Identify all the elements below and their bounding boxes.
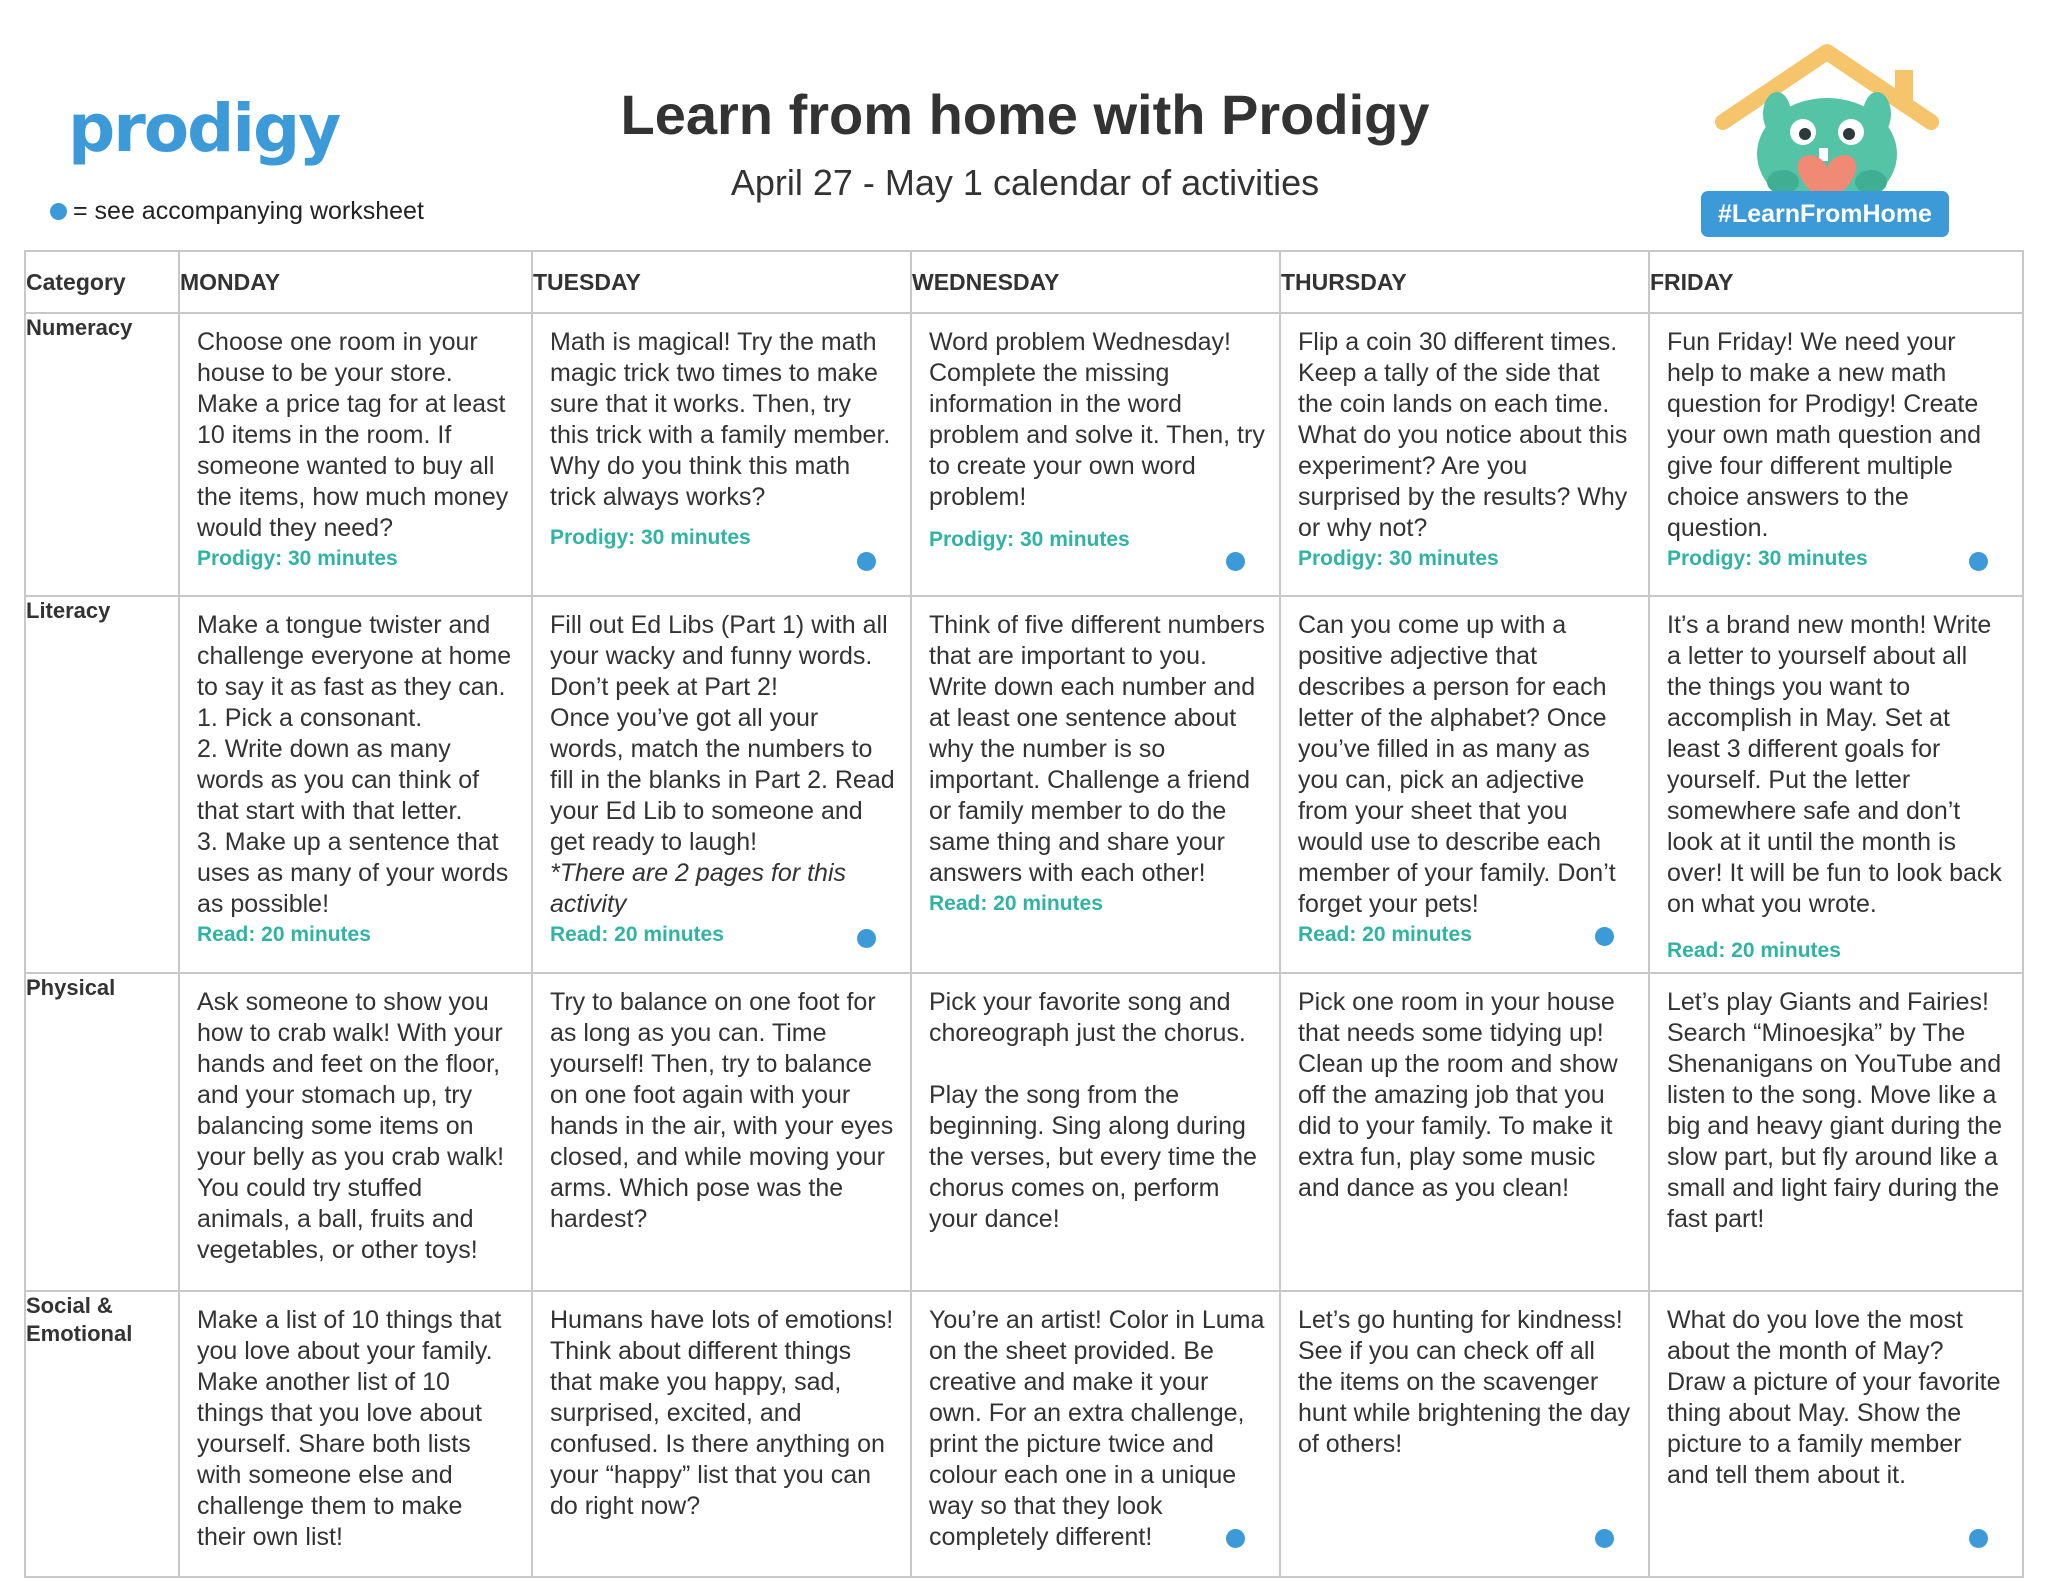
activity-text: Humans have lots of emotions! Think about different things that make you happy, sad, surprised, excited, and confused. Is there anything on your “happy” list that you can do right now? (550, 1306, 894, 1520)
row-numeracy (25, 313, 2023, 596)
activity-cell (532, 1291, 911, 1577)
activity-cell (532, 973, 911, 1291)
activity-cell (911, 973, 1280, 1291)
worksheet-dot-icon (857, 929, 876, 948)
activity-text: Let’s go hunting for kindness! See if you can check off all the items on the scavenger hunt while brightening the day of others! (1298, 1306, 1631, 1458)
activity-text: Pick your favorite song and choreograph just the chorus. Play the song from the beginning. Sing along during the verses, but every time the chorus comes on, perform your dance! (929, 988, 1257, 1233)
category-label: Physical (25, 973, 179, 1291)
row-physical (25, 973, 2023, 1291)
activity-text: Ask someone to show you how to crab walk! With your hands and feet on the floor, and your stomach up, try balancing some items on your belly as you crab walk! You could try stuffed animals, a ball, fruits and vegetables, or other toys! (197, 988, 505, 1264)
house-mascot-icon (1715, 44, 1955, 214)
category-header: Category (25, 251, 179, 313)
activity-text: Fun Friday! We need your help to make a new math question for Prodigy! Create your own math question and give four different multiple choice answers to the question. (1667, 328, 1982, 542)
activity-cell (911, 596, 1280, 973)
category-label: Social & Emotional (25, 1291, 179, 1577)
activity-text: Think of five different numbers that are important to you. Write down each number and at least one sentence about why the number is so important. Challenge a friend or family member to do the same thing and share your answers with each other! (929, 611, 1265, 887)
worksheet-dot-icon (1969, 552, 1988, 571)
activity-cell (179, 313, 532, 596)
activity-cell (1649, 313, 2023, 596)
activity-time: Read: 20 minutes (929, 892, 1103, 915)
activity-cell (179, 596, 532, 973)
day-header-monday: MONDAY (179, 251, 532, 313)
day-header-tuesday: TUESDAY (532, 251, 911, 313)
activity-cell (1649, 1291, 2023, 1577)
row-social-emotional (25, 1291, 2023, 1577)
activity-time: Read: 20 minutes (1298, 923, 1472, 946)
worksheet-legend (50, 197, 424, 226)
activity-text: Pick one room in your house that needs some tidying up! Clean up the room and show off the amazing job that you did to your family. To make it extra fun, play some music and dance as you clean! (1298, 988, 1618, 1202)
activity-time: Read: 20 minutes (550, 923, 724, 946)
activity-text: Fill out Ed Libs (Part 1) with all your wacky and funny words. Don’t peek at Part 2! Once you’ve got all your words, match the numbers to fill in the blanks in Part 2. Read your Ed Lib to someone and get ready to laugh! (550, 611, 895, 856)
activity-time: Prodigy: 30 minutes (550, 526, 751, 549)
day-header-friday: FRIDAY (1649, 251, 2023, 313)
activity-cell (911, 313, 1280, 596)
activity-cell (1649, 973, 2023, 1291)
activity-text: Math is magical! Try the math magic trick two times to make sure that it works. Then, try this trick with a family member. Why do you think this math trick always works? (550, 328, 891, 511)
header-row (25, 251, 2023, 313)
activity-text: Make a tongue twister and challenge everyone at home to say it as fast as they can. 1. Pick a consonant. 2. Write down as many words as you can think of that start with that letter. 3. Make up a sentence that uses as many of your words as possible! (197, 611, 512, 918)
activity-text: Can you come up with a positive adjective that describes a person for each letter of the alphabet? Once you’ve filled in as many as you can, pick an adjective from your sheet that you would use to describe each member of your family. Don’t forget your pets! (1298, 611, 1616, 918)
learn-from-home-badge: #LearnFromHome (1701, 191, 1949, 237)
activity-cell (911, 1291, 1280, 1577)
activity-text: Let’s play Giants and Fairies! Search “Minoesjka” by The Shenanigans on YouTube and listen to the song. Move like a big and heavy giant during the slow part, but fly around like a small and light fairy during the fast part! (1667, 988, 2002, 1233)
prodigy-logo: prodigy (68, 90, 340, 167)
activity-text: Choose one room in your house to be your store. Make a price tag for at least 10 items in the room. If someone wanted to buy all the items, how much money would they need? (197, 328, 509, 542)
activity-cell (1649, 596, 2023, 973)
activity-cell (532, 313, 911, 596)
activity-cell (1280, 596, 1649, 973)
activity-time: Prodigy: 30 minutes (1298, 547, 1499, 570)
worksheet-dot-icon (1969, 1529, 1988, 1548)
activity-text: What do you love the most about the month of May? Draw a picture of your favorite thing about May. Show the picture to a family member and tell them about it. (1667, 1306, 2001, 1489)
worksheet-dot-icon (857, 552, 876, 571)
activity-text: Flip a coin 30 different times. Keep a tally of the side that the coin lands on each time. What do you notice about this experiment? Are you surprised by the results? Why or why not? (1298, 328, 1628, 542)
worksheet-dot-icon (1595, 1529, 1614, 1548)
activity-time: Prodigy: 30 minutes (1667, 547, 1868, 570)
day-header-thursday: THURSDAY (1280, 251, 1649, 313)
day-header-wednesday: WEDNESDAY (911, 251, 1280, 313)
activity-time: Prodigy: 30 minutes (197, 547, 398, 570)
category-label: Numeracy (25, 313, 179, 596)
activity-time: Read: 20 minutes (197, 923, 371, 946)
activity-note: *There are 2 pages for this activity (550, 859, 846, 918)
row-literacy (25, 596, 2023, 973)
activity-cell (1280, 313, 1649, 596)
worksheet-dot-icon (1226, 552, 1245, 571)
activity-time: Read: 20 minutes (1667, 939, 1841, 962)
activity-text: You’re an artist! Color in Luma on the sheet provided. Be creative and make it your own. For an extra challenge, print the picture twice and colour each one in a unique way so that they look completely different! (929, 1306, 1265, 1551)
worksheet-dot-icon (1595, 927, 1614, 946)
activity-cell (179, 1291, 532, 1577)
activity-cell (1280, 1291, 1649, 1577)
activity-text: It’s a brand new month! Write a letter to yourself about all the things you want to accomplish in May. Set at least 3 different goals for yourself. Put the letter somewhere safe and don’t look at it until the month is over! It will be fun to look back on what you wrote. (1667, 611, 2002, 918)
page-subtitle: April 27 - May 1 calendar of activities (730, 162, 1320, 203)
activity-cell (1280, 973, 1649, 1291)
worksheet-dot-icon (50, 203, 67, 220)
activity-time: Prodigy: 30 minutes (929, 528, 1130, 551)
activity-text: Word problem Wednesday! Complete the missing information in the word problem and solve it. Then, try to create your own word problem! (929, 328, 1265, 511)
page-title: Learn from home with Prodigy (620, 83, 1430, 146)
activity-cell (179, 973, 532, 1291)
activity-calendar-table (24, 250, 2024, 1578)
activity-text: Try to balance on one foot for as long as you can. Time yourself! Then, try to balance on one foot again with your hands in the air, with your eyes closed, and while moving your arms. Which pose was the hardest? (550, 988, 894, 1233)
worksheet-dot-icon (1226, 1529, 1245, 1548)
activity-text: Make a list of 10 things that you love about your family. Make another list of 10 things that you love about yourself. Share both lists with someone else and challenge them to make their own list! (197, 1306, 502, 1551)
activity-cell (532, 596, 911, 973)
legend-text: = see accompanying worksheet (73, 197, 424, 225)
category-label: Literacy (25, 596, 179, 973)
